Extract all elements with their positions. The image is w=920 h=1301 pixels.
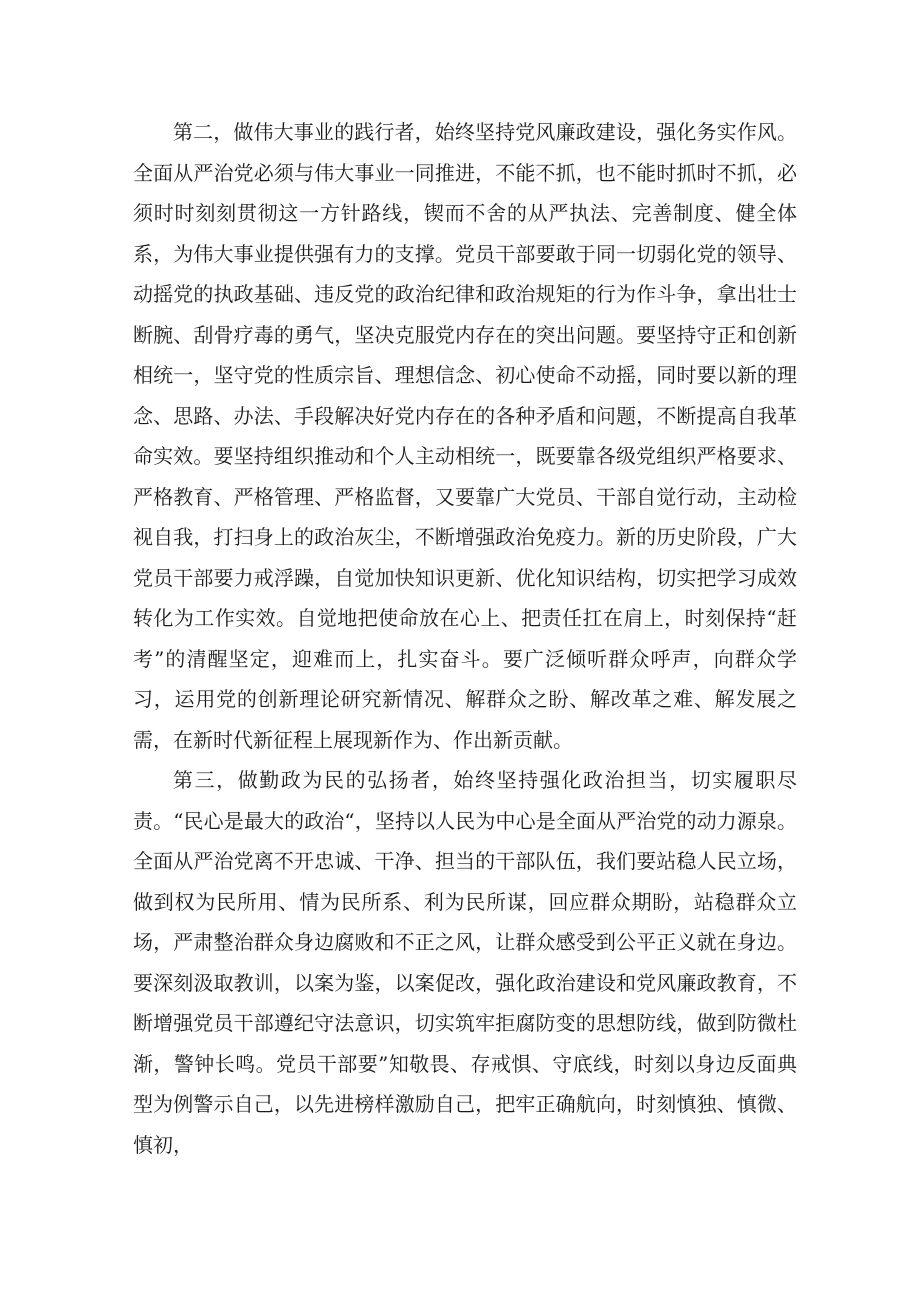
- body-text: [133, 112, 797, 1165]
- paragraph-second: 第二，做伟大事业的践行者，始终坚持党风廉政建设，强化务实作风。全面从严治党必须与伟大事业一同推进，不能不抓，也不能时抓时不抓，必须时时刻刻贯彻这一方针路线，锲而不舍的从严执法、完善制度、健全体系，为伟大事业提供强有力的支撑。党员干部要敢于同一切弱化党的领导、动摇党的执政基础、违反党的政治纪律和政治规矩的行为作斗争，拿出壮士断腕、刮骨疗毒的勇气，坚决克服党内存在的突出问题。要坚持守正和创新相统一，坚守党的性质宗旨、理想信念、初心使命不动摇，同时要以新的理念、思路、办法、手段解决好党内存在的各种矛盾和问题，不断提高自我革命实效。要坚持组织推动和个人主动相统一，既要靠各级党组织严格要求、严格教育、严格管理、严格监督，又要靠广大党员、干部自觉行动，主动检视自我，打扫身上的政治灰尘，不断增强政治免疫力。新的历史阶段，广大党员干部要力戒浮躁，自觉加快知识更新、优化知识结构，切实把学习成效转化为工作实效。自觉地把使命放在心上、把责任扛在肩上，时刻保持“赶考”的清醒坚定，迎难而上，扎实奋斗。要广泛倾听群众呼声，向群众学习，运用党的创新理论研究新情况、解群众之盼、解改革之难、解发展之需，在新时代新征程上展现新作为、作出新贡献。: [133, 120, 797, 752]
- paragraph-third: 第三，做勤政为民的弘扬者，始终坚持强化政治担当，切实履职尽责。“民心是最大的政治“，坚持以人民为中心是全面从严治党的动力源泉。全面从严治党离不开忠诚、干净、担当的干部队伍，我们要站稳人民立场，做到权为民所用、情为民所系、利为民所谋，回应群众期盼，站稳群众立场，严肃整治群众身边腐败和不正之风，让群众感受到公平正义就在身边。要深刻汲取教训，以案为鉴，以案促改，强化政治建设和党风廉政教育，不断增强党员干部遵纪守法意识，切实筑牢拒腐防变的思想防线，做到防微杜渐，警钟长鸣。党员干部要”知敬畏、存戒惧、守底线，时刻以身边反面典型为例警示自己，以先进榜样激励自己，把牢正确航向，时刻慎独、慎微、慎初，: [133, 768, 797, 1157]
